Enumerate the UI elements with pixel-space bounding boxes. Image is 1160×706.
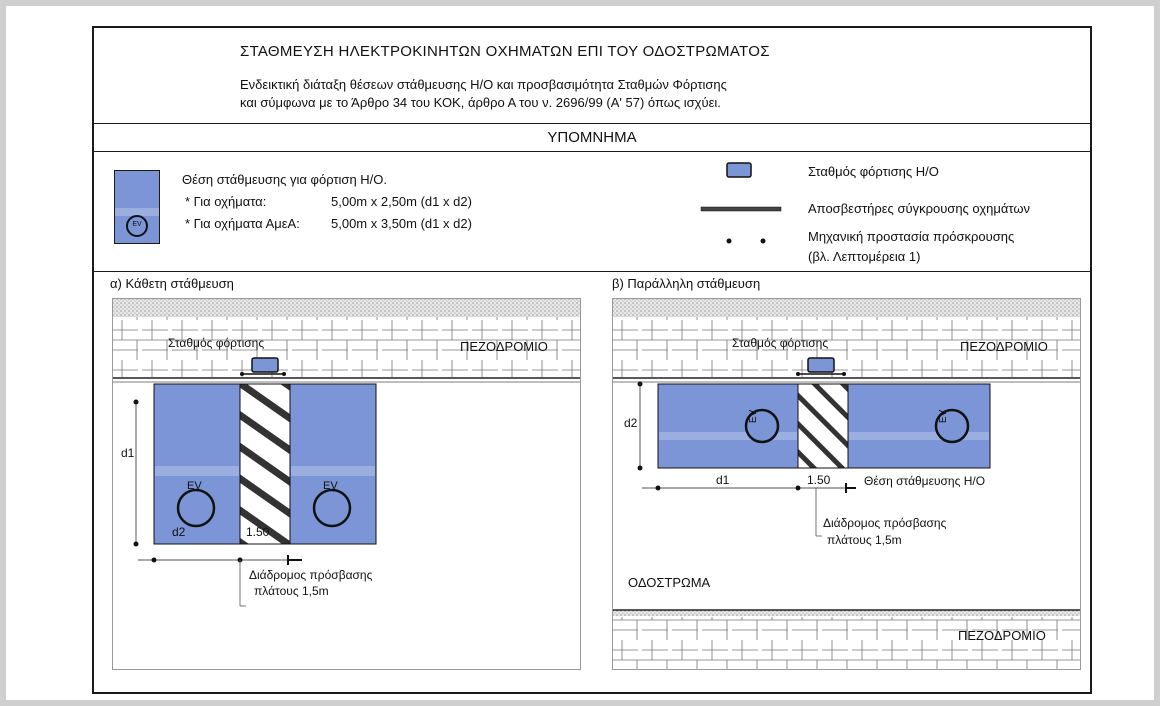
legend-ev-label: EV (132, 221, 142, 228)
legend-spot-vehicles-value: 5,00m x 2,50m (d1 x d2) (331, 194, 472, 209)
section-b-dim-d2: d2 (624, 416, 638, 430)
section-a-charger-label: Σταθμός φόρτισης (168, 336, 265, 350)
section-a-charger-icon (252, 358, 278, 372)
section-b-sidewalk-bottom-label: ΠΕΖΟΔΡΟΜΙΟ (958, 628, 1046, 643)
section-a-ev-label-1: EV (187, 480, 202, 492)
legend-bollard-dot-1 (727, 239, 732, 244)
section-b-ev-label-2: EV (938, 409, 950, 424)
legend-protection-note: (βλ. Λεπτομέρεια 1) (808, 249, 921, 264)
legend-charger-icon (727, 163, 751, 177)
section-a-ev-circle-2 (314, 490, 350, 526)
section-a-corridor-label-1: Διάδρομος πρόσβασης (249, 568, 373, 582)
section-b-ev-label-1: EV (748, 409, 760, 424)
section-a-dim-d1: d1 (121, 446, 135, 460)
section-b-access-corridor (798, 384, 848, 468)
section-b-sidewalk-top-edge (613, 299, 1080, 317)
section-a-corridor-label-2: πλάτους 1,5m (254, 584, 329, 598)
drawing-sheet (92, 26, 1092, 694)
section-b-corridor-label-1: Διάδρομος πρόσβασης (823, 516, 947, 530)
drawing-subtitle-line-1: Ενδεικτική διάταξη θέσεων στάθμευσης Η/Ο και προσβασιμότητα Σταθμών Φόρτισης (240, 77, 727, 92)
section-a-ev-circle-1 (178, 490, 214, 526)
section-b-dim-150: 1.50 (807, 473, 831, 487)
section-a-heading: α) Κάθετη στάθμευση (110, 276, 234, 291)
section-b-sidewalk-top-label: ΠΕΖΟΔΡΟΜΙΟ (960, 339, 1048, 354)
section-b-diagram (612, 298, 1082, 673)
legend-spot-title: Θέση στάθμευσης για φόρτιση Η/Ο. (182, 172, 388, 187)
section-a-diagram (112, 298, 582, 673)
section-b-charger-label: Σταθμός φόρτισης (732, 336, 829, 350)
legend-spot-amea-value: 5,00m x 3,50m (d1 x d2) (331, 216, 472, 231)
legend-protection-label: Μηχανική προστασία πρόσκρουσης (808, 229, 1015, 244)
section-a-sidewalk-label: ΠΕΖΟΔΡΟΜΙΟ (460, 339, 548, 354)
section-b-roadway-label: ΟΔΟΣΤΡΩΜΑ (628, 575, 711, 590)
section-b-spot-label: Θέση στάθμευσης Η/Ο (864, 474, 986, 488)
legend-heading-divider (94, 151, 1090, 152)
legend-bumpers-label: Αποσβεστήρες σύγκρουσης οχημάτων (808, 201, 1030, 216)
header-divider (94, 123, 1090, 124)
section-b-heading: β) Παράλληλη στάθμευση (612, 276, 761, 291)
section-b-corridor-label-2: πλάτους 1,5m (827, 533, 902, 547)
section-a-ev-label-2: EV (323, 480, 338, 492)
section-a-sidewalk-edge (113, 299, 580, 317)
legend-bottom-divider (94, 271, 1090, 272)
legend-bumper-icon (701, 207, 781, 211)
section-a-dim-150: 1.50 (246, 525, 270, 539)
legend-right-symbols (699, 161, 789, 251)
drawing-subtitle-line-2: και σύμφωνα με το Άρθρο 34 του ΚΟΚ, άρθρο Α του ν. 2696/99 (Α' 57) όπως ισχύει. (240, 95, 721, 110)
section-a-dim-d2: d2 (172, 525, 186, 539)
section-b-charger-icon (808, 358, 834, 372)
section-b-dim-d1: d1 (716, 473, 730, 487)
legend-spot-symbol (114, 170, 162, 246)
legend-spot-amea-label: * Για οχήματα ΑμεΑ: (185, 216, 300, 231)
legend-bollard-dot-2 (761, 239, 766, 244)
section-a-access-corridor (240, 384, 290, 544)
section-b-sidewalk-bottom (613, 617, 1080, 669)
legend-spot-vehicles-label: * Για οχήματα: (185, 194, 267, 209)
drawing-title: ΣΤΑΘΜΕΥΣΗ ΗΛΕΚΤΡΟΚΙΝΗΤΩΝ ΟΧΗΜΑΤΩΝ ΕΠΙ ΤΟΥ ΟΔΟΣΤΡΩΜΑΤΟΣ (240, 43, 770, 60)
legend-charger-label: Σταθμός φόρτισης Η/Ο (808, 164, 939, 179)
legend-heading: ΥΠΟΜΝΗΜΑ (547, 129, 637, 146)
